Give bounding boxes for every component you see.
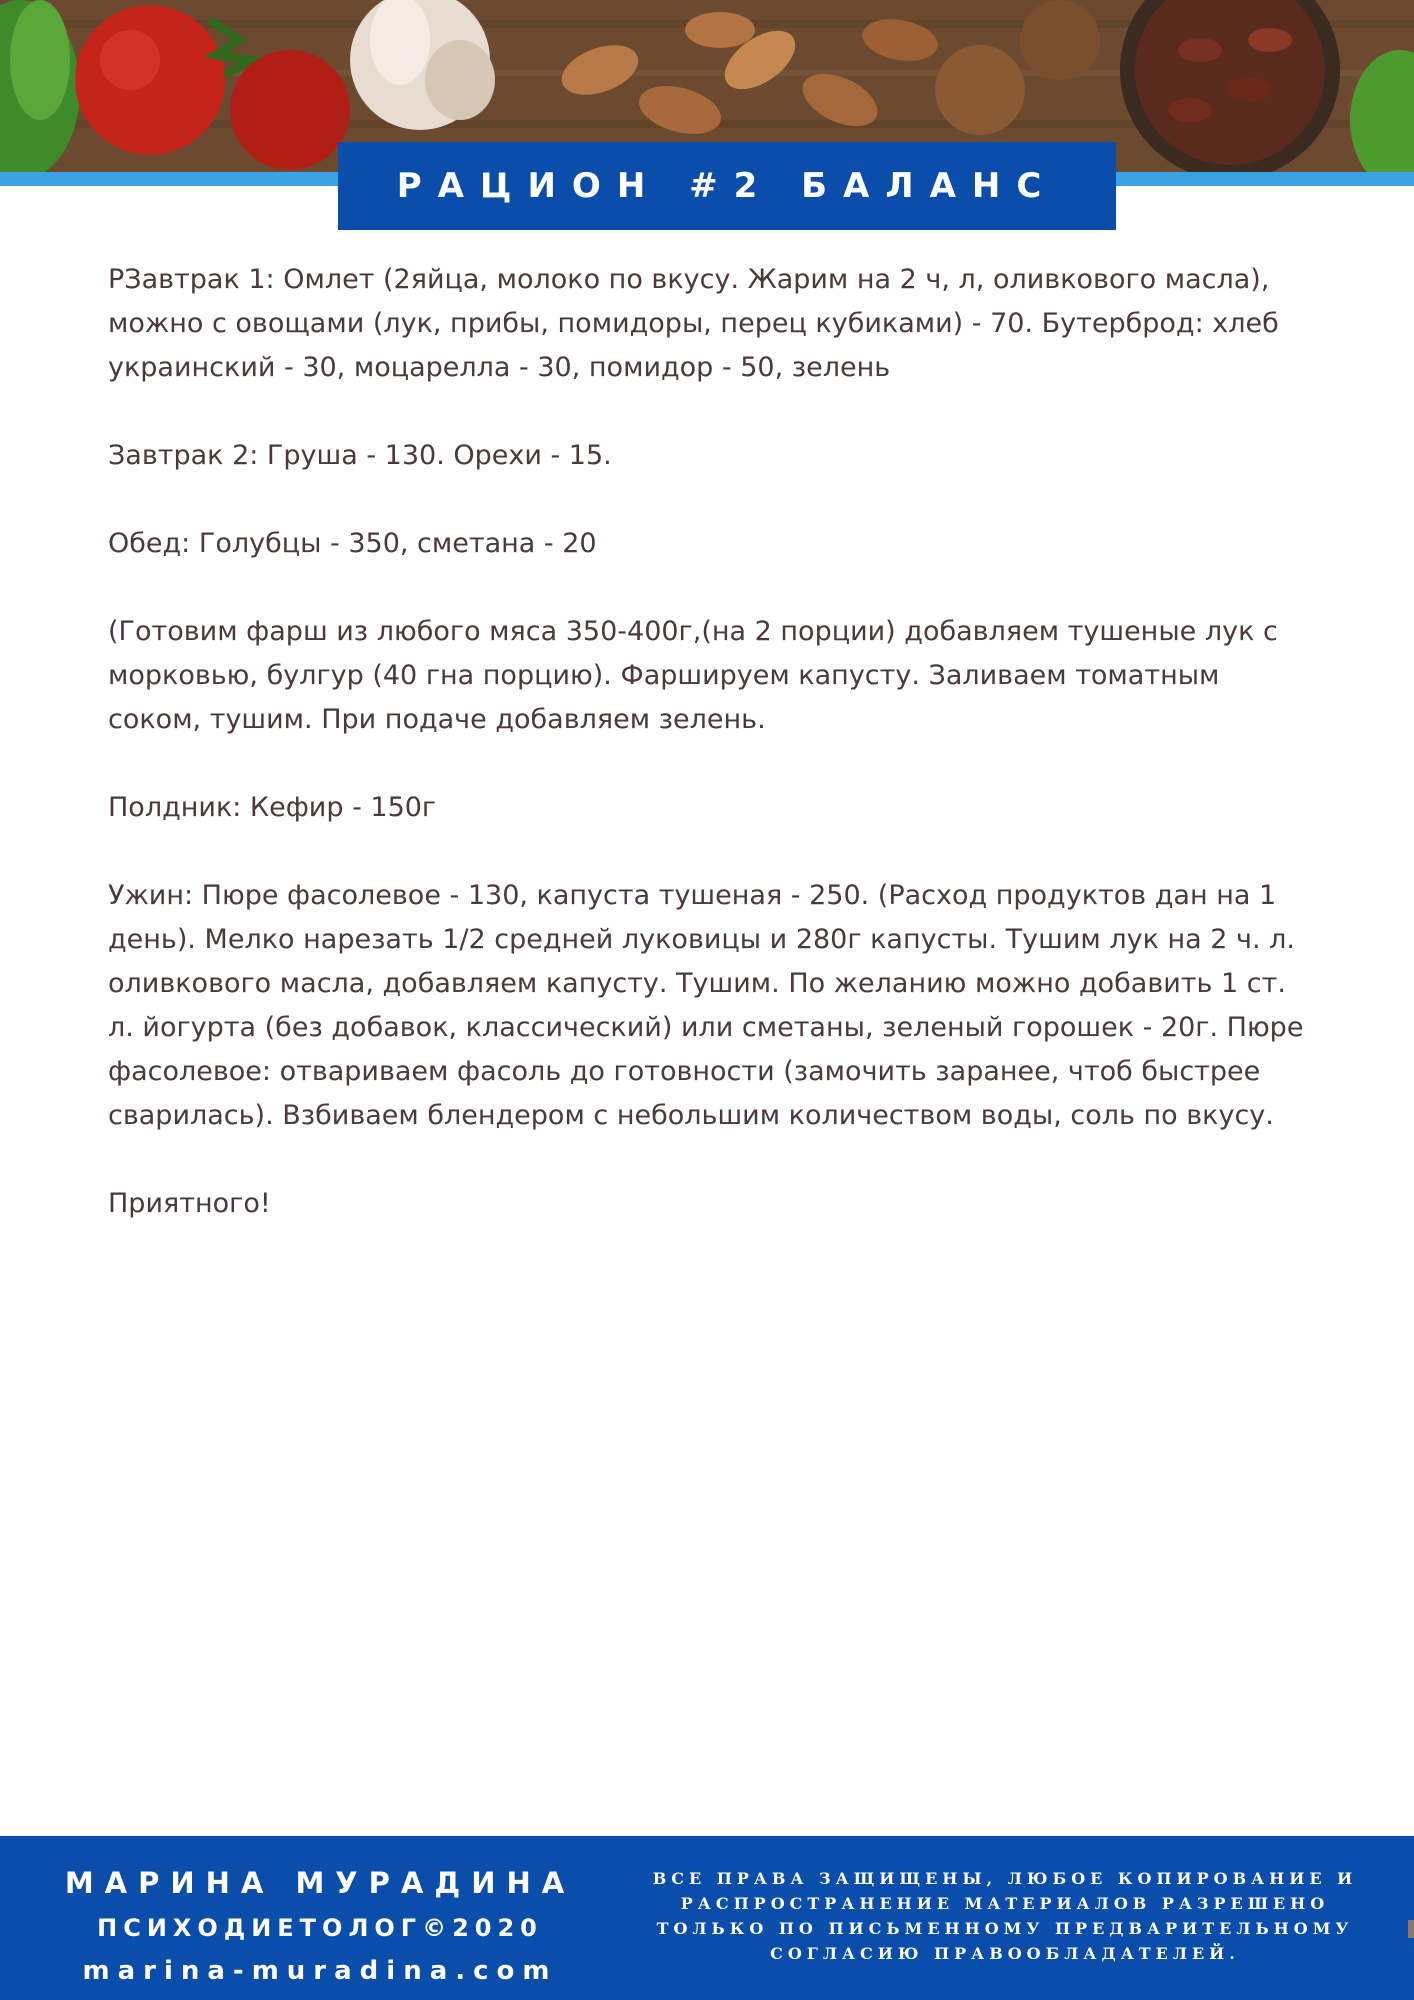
- page-title: РАЦИОН #2 БАЛАНС: [396, 166, 1058, 206]
- paragraph-dinner: Ужин: Пюре фасолевое - 130, капуста тушеная - 250. (Расход продуктов дан на 1 день). Мелко нарезать 1/2 средней луковицы и 280г капусты. Тушим лук на 2 ч. л. оливкового масла, добавляем капусту. Тушим. По желанию можно добавить 1 ст. л. йогурта (без добавок, классический) или сметаны, зеленый горошек - 20г. Пюре фасолевое: отвариваем фасоль до готовности (замочить заранее, чтоб быстрее сварилась). Взбиваем блендером с небольшим количеством воды, соль по вкусу.: [108, 880, 1304, 1131]
- paragraph-breakfast-2: Завтрак 2: Груша - 130. Орехи - 15.: [108, 440, 612, 471]
- author-role: ПСИХОДИЕТОЛОГ©2020: [97, 1914, 543, 1942]
- paragraph-lunch-recipe: (Готовим фарш из любого мяса 350-400г,(на 2 порции) добавляем тушеные лук с морковью, булгур (40 гна порцию). Фаршируем капусту. Заливаем томатным соком, тушим. При подаче добавляем зелень.: [108, 616, 1278, 735]
- diet-plan-content: [108, 258, 1318, 1270]
- copyright-notice: ВСЕ ПРАВА ЗАЩИЩЕНЫ, ЛЮБОЕ КОПИРОВАНИЕ И РАСПРОСТРАНЕНИЕ МАТЕРИАЛОВ РАЗРЕШЕНО ТОЛЬКО ПО ПИСЬМЕННОМУ ПРЕДВАРИТЕЛЬНОМУ СОГЛАСИЮ ПРАВООБЛАДАТЕЛЕЙ.: [652, 1869, 1358, 1963]
- footer: [0, 1836, 1414, 2000]
- paragraph-closing: Приятного!: [108, 1188, 271, 1219]
- paragraph-snack: Полдник: Кефир - 150г: [108, 792, 437, 823]
- title-banner: [338, 142, 1116, 230]
- paragraph-lunch: Обед: Голубцы - 350, сметана - 20: [108, 528, 597, 559]
- website-link[interactable]: marina-muradina.com: [82, 1956, 558, 1986]
- edge-mark: [1408, 1920, 1414, 1938]
- paragraph-breakfast-1: РЗавтрак 1: Омлет (2яйца, молоко по вкусу. Жарим на 2 ч, л, оливкового масла), можно с овощами (лук, прибы, помидоры, перец кубиками) - 70. Бутерброд: хлеб украинский - 30, моцарелла - 30, помидор - 50, зелень: [108, 264, 1279, 383]
- author-name: МАРИНА МУРАДИНА: [64, 1866, 576, 1900]
